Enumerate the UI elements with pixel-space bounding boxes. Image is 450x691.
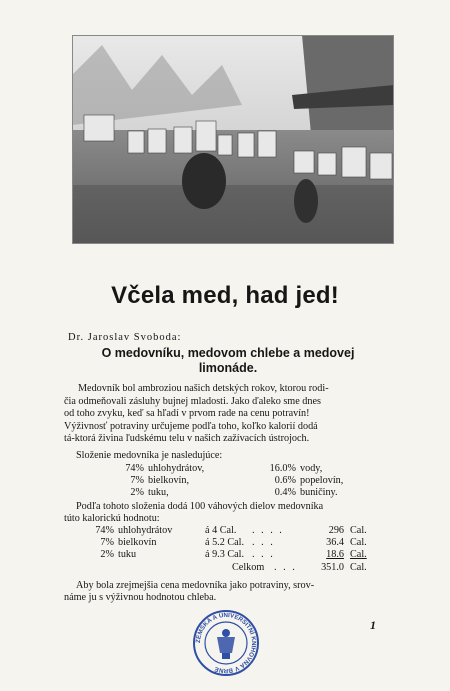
author-name: Dr. Jaroslav Svoboda: [68,332,182,343]
component: uhlohydrátov, [148,463,205,474]
rate: á 4 Cal. [205,525,237,536]
composition-intro: Složenie medovníka je nasledujúce: [76,450,223,461]
leader-dots: . . . . [252,525,284,536]
calorie-value: 296 [328,525,344,536]
composition-row [120,463,380,475]
calorie-row [92,525,367,537]
total-row [92,561,367,574]
article-title: Včela med, had jed! [111,282,339,309]
unit: Cal. [350,561,367,573]
percent: 2% [130,487,144,499]
component: popelovín, [300,475,344,487]
leader-dots: . . . [252,549,275,561]
percent: 7% [100,537,114,549]
component: bielkovín [118,537,157,549]
percent: 0.6% [274,475,296,487]
component: buničiny. [300,487,338,499]
intro-paragraph [64,383,398,446]
calorie-row [92,537,367,549]
paragraph-line: Medovník bol ambroziou našich detských rokov, ktorou rodi- [78,383,329,394]
component: tuku, [148,487,169,499]
paragraph-line: čia odmeňovali zásluhy bujnej mladosti. Jako ďaleko sme dnes [64,395,321,407]
calories-intro-line: túto kalorickú hodnotu: [64,513,160,524]
percent: 0.4% [274,487,296,499]
calorie-value: 18.6 [326,549,344,561]
total-label: Celkom [232,561,265,573]
paragraph-line: tá-ktorá živina ľudskému telu v našich zažívacích ústrojoch. [64,433,310,445]
component: bielkovín, [148,475,190,487]
percent: 7% [130,475,144,487]
unit: Cal. [350,537,367,549]
closing-line: náme ju s výživnou hodnotou chleba. [64,592,217,603]
calorie-row [92,549,367,561]
component: vody, [300,463,323,474]
leader-dots: . . . [252,537,275,549]
calorie-table [92,525,367,574]
library-stamp [192,609,260,677]
leader-dots: . . . [274,561,297,573]
total-value: 351.0 [321,561,344,573]
component: uhlohydrátov [118,525,173,536]
article-subtitle [60,346,396,376]
composition-row [120,475,380,487]
rate: á 9.3 Cal. [205,549,245,561]
percent: 74% [125,463,144,474]
paragraph-line: od toho zvyku, keď sa hľadí v prvom rade na cenu potravín! [64,408,310,420]
component: tuku [118,549,137,561]
composition-row [120,487,380,499]
percent: 16.0% [269,463,296,474]
percent: 74% [95,525,114,536]
subtitle-line: O medovníku, medovom chlebe a medovej [101,346,355,360]
unit: Cal. [350,549,367,561]
page-number: 1 [370,618,376,632]
unit: Cal. [350,525,367,536]
rate: á 5.2 Cal. [205,537,245,549]
percent: 2% [100,549,114,561]
subtitle-line: limonáde. [198,361,258,375]
paragraph-line: Výživnosť potraviny určujeme podľa toho, koľko kalorií dodá [64,420,318,432]
composition-table [120,463,380,500]
calories-intro-line: Podľa tohoto složenia dodá 100 váhových dielov medovníka [76,501,324,512]
apiary-photo [72,35,394,244]
stamp-text: ZEMSKÁ A UNIVERSITNÍ KNIHOVNA V BRNĚ [194,611,258,675]
closing-line: Aby bola zrejmejšia cena medovníka jako potraviny, srov- [76,580,315,591]
calorie-value: 36.4 [326,537,344,549]
